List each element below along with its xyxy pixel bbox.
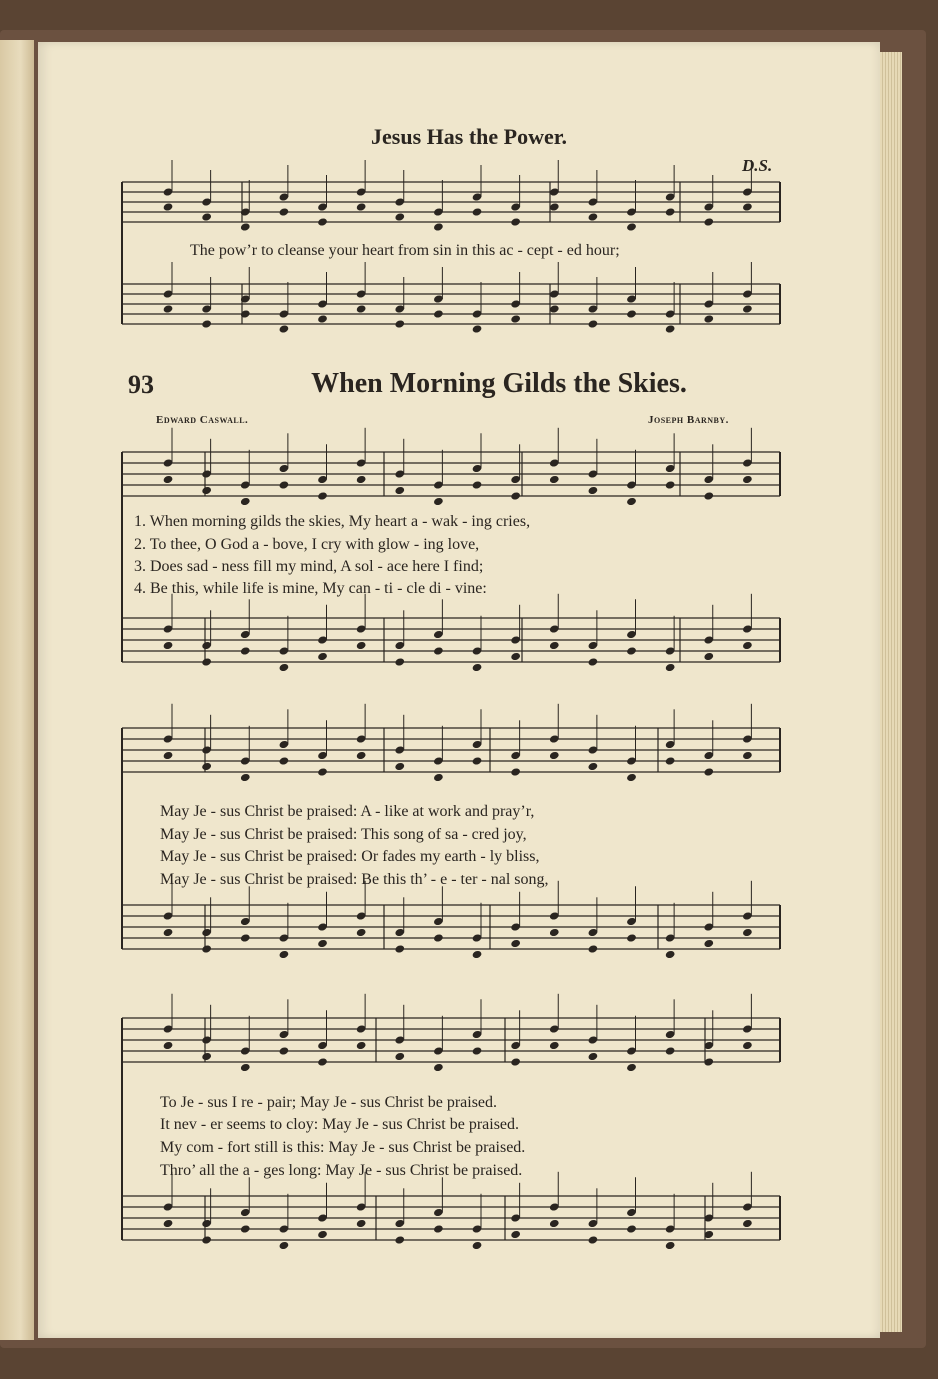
notehead — [626, 1224, 637, 1233]
notehead — [163, 304, 174, 313]
verse-line-1-2: 2. To thee, O God a - bove, I cry with glow - ing love, — [134, 536, 480, 553]
notehead — [703, 939, 714, 948]
notehead — [278, 663, 289, 672]
notehead — [433, 497, 444, 506]
notehead — [587, 212, 598, 221]
verse-line-2-2: May Je - sus Christ be praised: This song of sa - cred joy, — [160, 826, 527, 843]
notehead — [201, 762, 212, 771]
ds-mark: D.S. — [742, 156, 773, 175]
notehead — [742, 928, 753, 937]
notehead — [278, 480, 289, 489]
notehead — [201, 486, 212, 495]
notehead — [433, 222, 444, 231]
notehead — [356, 202, 367, 211]
verse-line-3-1: To Je - sus I re - pair; May Je - sus Christ be praised. — [160, 1094, 498, 1111]
notehead — [163, 1041, 174, 1050]
notehead — [665, 756, 676, 765]
notehead — [742, 304, 753, 313]
notehead — [240, 773, 251, 782]
notehead — [433, 1224, 444, 1233]
notehead — [240, 1063, 251, 1072]
notehead — [278, 207, 289, 216]
notehead — [163, 928, 174, 937]
notehead — [394, 1235, 405, 1244]
notehead — [703, 314, 714, 323]
notehead — [703, 217, 714, 226]
notehead — [549, 751, 560, 760]
notehead — [742, 475, 753, 484]
notehead — [587, 762, 598, 771]
notehead — [201, 1052, 212, 1061]
notehead — [394, 319, 405, 328]
hymn-title: When Morning Gilds the Skies. — [311, 368, 687, 399]
notehead — [587, 486, 598, 495]
notehead — [549, 1219, 560, 1228]
notehead — [317, 1057, 328, 1066]
notehead — [510, 1057, 521, 1066]
notehead — [317, 939, 328, 948]
notehead — [665, 663, 676, 672]
notehead — [510, 1230, 521, 1239]
notehead — [433, 773, 444, 782]
notehead — [278, 1046, 289, 1055]
verse-line-2-3: May Je - sus Christ be praised: Or fades my earth - ly bliss, — [160, 848, 540, 865]
hymn-number: 93 — [128, 370, 154, 399]
notehead — [201, 657, 212, 666]
hymn-composer: Joseph Barnby. — [648, 414, 729, 426]
notehead — [549, 641, 560, 650]
notehead — [510, 217, 521, 226]
notehead — [433, 309, 444, 318]
notehead — [587, 944, 598, 953]
notehead — [587, 657, 598, 666]
notehead — [742, 751, 753, 760]
notehead — [742, 1219, 753, 1228]
notehead — [549, 928, 560, 937]
notehead — [356, 1041, 367, 1050]
notehead — [356, 751, 367, 760]
notehead — [510, 652, 521, 661]
notehead — [703, 767, 714, 776]
hymn-author: Edward Caswall. — [156, 414, 249, 426]
notehead — [240, 1224, 251, 1233]
verse-line-1-4: 4. Be this, while life is mine, My can - ti - cle di - vine: — [134, 580, 487, 597]
notehead — [665, 1046, 676, 1055]
notehead — [278, 324, 289, 333]
notehead — [163, 751, 174, 760]
prev-song-title: Jesus Has the Power. — [371, 124, 567, 149]
notehead — [665, 480, 676, 489]
notehead — [394, 944, 405, 953]
notehead — [317, 314, 328, 323]
notehead — [472, 1046, 483, 1055]
notehead — [549, 475, 560, 484]
notehead — [433, 1063, 444, 1072]
notehead — [472, 663, 483, 672]
notehead — [665, 207, 676, 216]
notehead — [394, 1052, 405, 1061]
notehead — [626, 773, 637, 782]
notehead — [510, 491, 521, 500]
notehead — [626, 497, 637, 506]
notehead — [278, 950, 289, 959]
verse-line-1-3: 3. Does sad - ness fill my mind, A sol - ace here I find; — [134, 558, 484, 575]
notehead — [472, 207, 483, 216]
notehead — [665, 950, 676, 959]
notehead — [356, 1219, 367, 1228]
verse-line-3-2: It nev - er seems to cloy: May Je - sus Christ be praised. — [160, 1116, 520, 1133]
notehead — [394, 657, 405, 666]
notehead — [356, 475, 367, 484]
notehead — [317, 491, 328, 500]
notehead — [703, 652, 714, 661]
notehead — [742, 202, 753, 211]
notehead — [240, 933, 251, 942]
notehead — [201, 1235, 212, 1244]
notehead — [163, 475, 174, 484]
notehead — [240, 497, 251, 506]
notehead — [240, 646, 251, 655]
notehead — [742, 1041, 753, 1050]
notehead — [240, 222, 251, 231]
notehead — [356, 304, 367, 313]
notehead — [549, 1041, 560, 1050]
notehead — [317, 767, 328, 776]
notehead — [587, 319, 598, 328]
notehead — [472, 324, 483, 333]
notehead — [317, 217, 328, 226]
verse-line-2-1: May Je - sus Christ be praised: A - like at work and pray’r, — [160, 803, 535, 820]
notehead — [163, 1219, 174, 1228]
notehead — [356, 641, 367, 650]
notehead — [201, 212, 212, 221]
notehead — [587, 1052, 598, 1061]
notehead — [742, 641, 753, 650]
notehead — [433, 646, 444, 655]
verse-line-3-3: My com - fort still is this: May Je - sus Christ be praised. — [160, 1139, 526, 1156]
notehead — [317, 652, 328, 661]
notehead — [472, 480, 483, 489]
verse-line-3-4: Thro’ all the a - ges long: May Je - sus Christ be praised. — [160, 1162, 523, 1179]
notehead — [703, 491, 714, 500]
notehead — [317, 1230, 328, 1239]
notehead — [163, 641, 174, 650]
verse-line-2-4: May Je - sus Christ be praised: Be this th’ - e - ter - nal song, — [160, 871, 549, 888]
notehead — [665, 1241, 676, 1250]
notehead — [201, 944, 212, 953]
notehead — [626, 1063, 637, 1072]
notehead — [394, 212, 405, 221]
notehead — [510, 939, 521, 948]
notehead — [472, 950, 483, 959]
notehead — [626, 309, 637, 318]
notehead — [278, 1241, 289, 1250]
notehead — [626, 222, 637, 231]
notehead — [163, 202, 174, 211]
notehead — [510, 314, 521, 323]
notehead — [394, 486, 405, 495]
notehead — [394, 762, 405, 771]
notehead — [472, 756, 483, 765]
notehead — [626, 646, 637, 655]
notehead — [356, 928, 367, 937]
notehead — [278, 756, 289, 765]
prev-song-lyric: The pow’r to cleanse your heart from sin in this ac - cept - ed hour; — [190, 242, 620, 259]
notehead — [587, 1235, 598, 1244]
verse-line-1-1: 1. When morning gilds the skies, My heart a - wak - ing cries, — [134, 513, 531, 530]
notehead — [510, 767, 521, 776]
notehead — [472, 1241, 483, 1250]
notehead — [201, 319, 212, 328]
notehead — [626, 933, 637, 942]
notehead — [433, 933, 444, 942]
notehead — [665, 324, 676, 333]
